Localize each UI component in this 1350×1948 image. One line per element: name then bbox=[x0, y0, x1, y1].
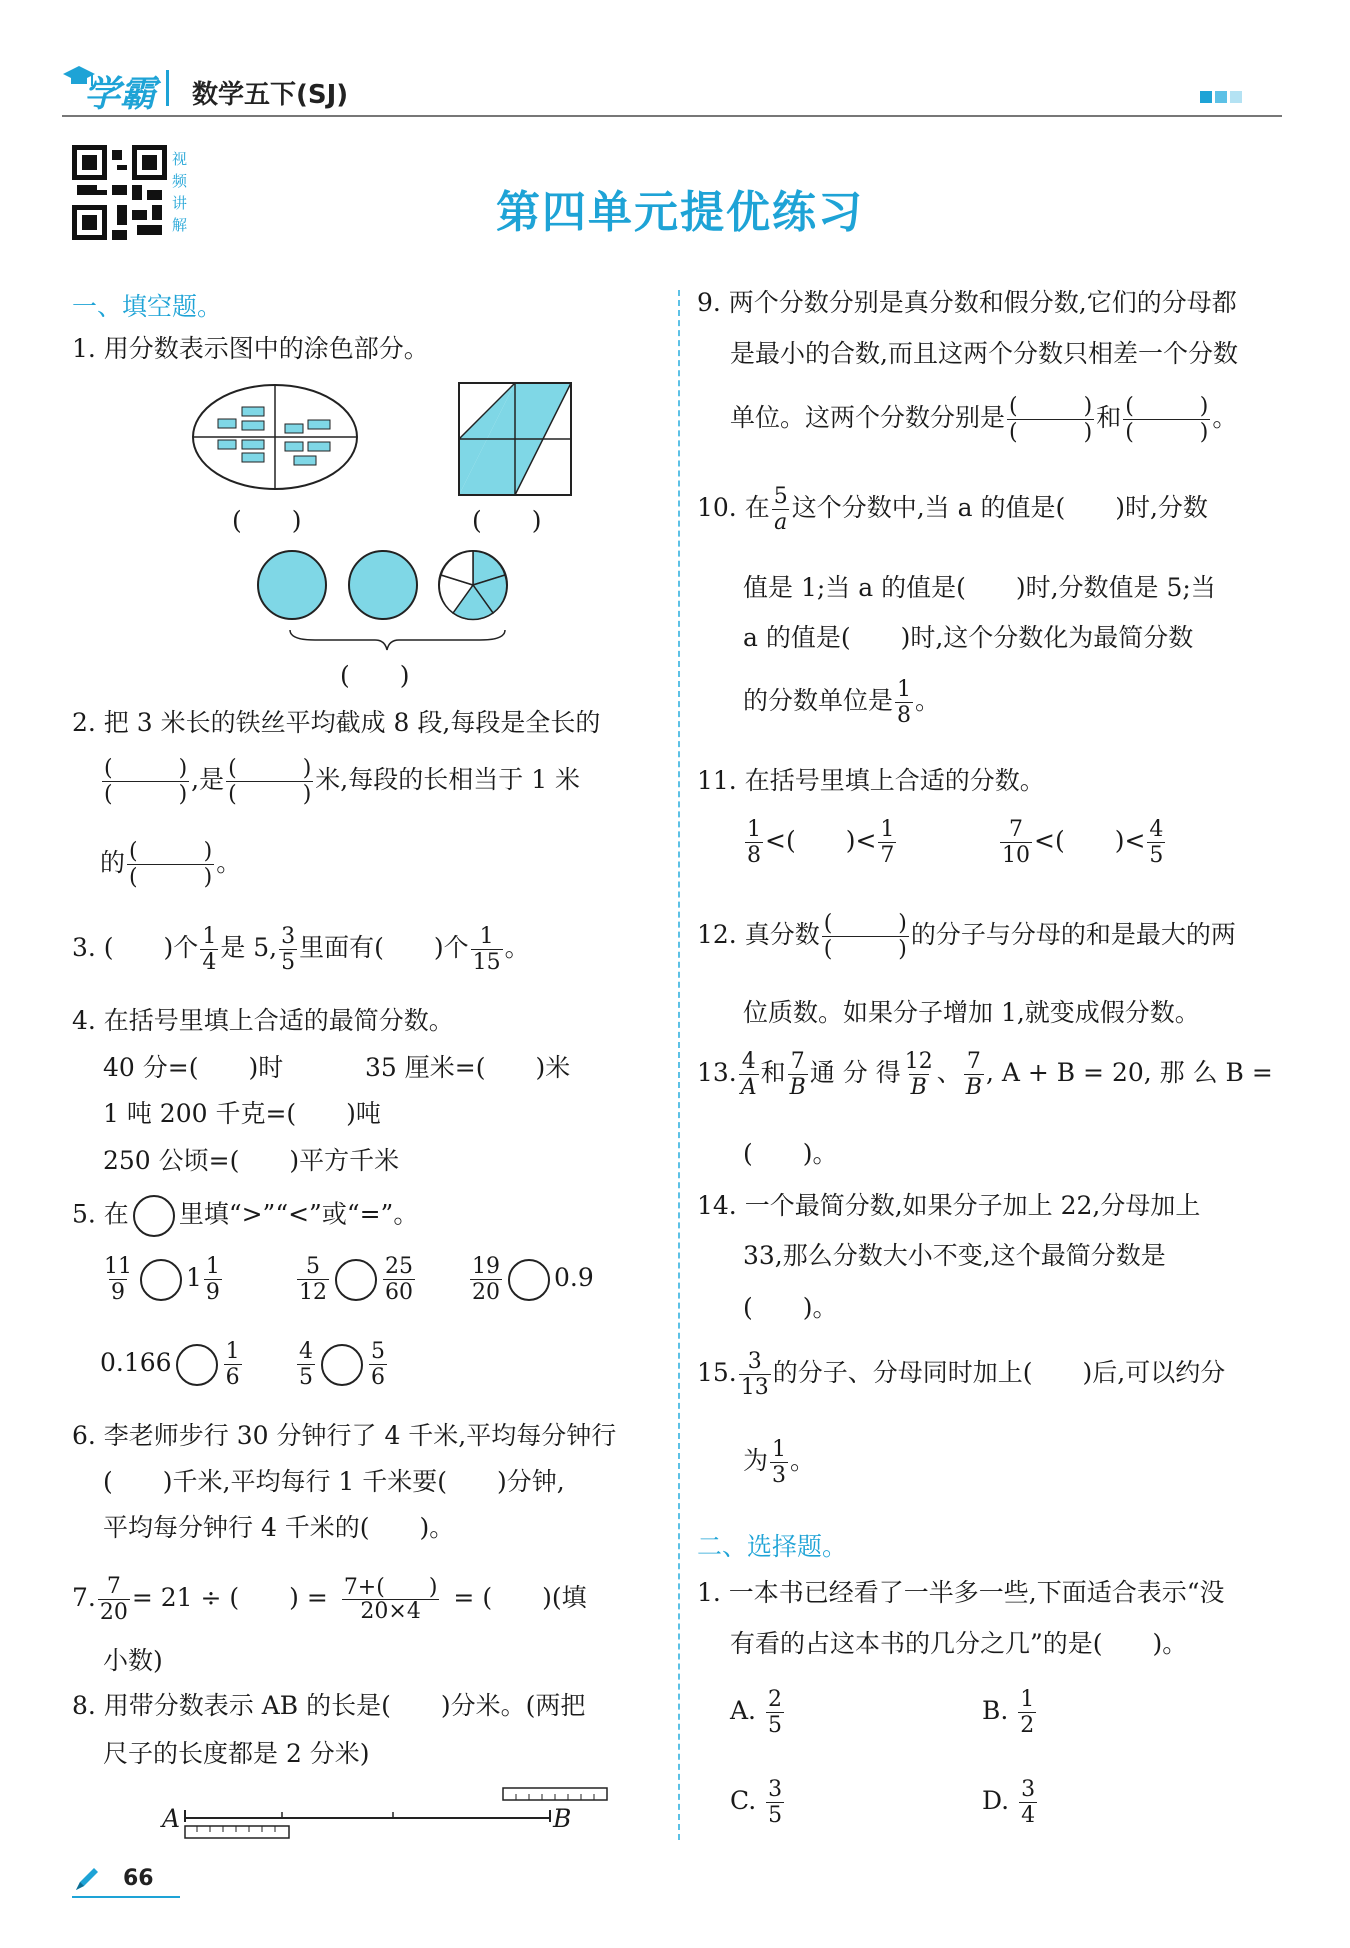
q5-compare-circle-3[interactable] bbox=[508, 1259, 550, 1301]
brand-logo: 学霸 bbox=[84, 74, 157, 115]
q1-oval-figure bbox=[190, 382, 360, 492]
q9-blank-fraction-1[interactable]: ( ) ( ) bbox=[1009, 394, 1093, 446]
q1-text: 1. 用分数表示图中的涂色部分。 bbox=[72, 334, 429, 363]
q5-row2: 0.166 $\frac{1}{6}$ bbox=[100, 1339, 240, 1391]
q13-line2[interactable]: ( )。 bbox=[743, 1139, 838, 1168]
q12-line1: 12. 真分数 ( ) ( ) 的分子与分母的和是最大的两 bbox=[697, 911, 1236, 963]
c1-option-b[interactable]: B. $\frac{1}{2}$ bbox=[982, 1687, 1035, 1739]
q10-line2[interactable]: 值是 1;当 a 的值是( )时,分数值是 5;当 bbox=[743, 573, 1216, 602]
q1-blank-1[interactable]: ( ) bbox=[232, 506, 302, 535]
qr-caption: 视频讲解 bbox=[172, 150, 188, 234]
header bbox=[62, 60, 1282, 120]
c1-option-c[interactable]: C. $\frac{3}{5}$ bbox=[730, 1777, 783, 1829]
c1-line2[interactable]: 有看的占这本书的几分之几”的是( )。 bbox=[730, 1629, 1188, 1658]
book-title: 数学五下(SJ) bbox=[192, 80, 349, 110]
q1-blank-2[interactable]: ( ) bbox=[472, 506, 542, 535]
q4-item-c[interactable]: 1 吨 200 千克=( )吨 bbox=[103, 1099, 381, 1128]
q1-circles-figure bbox=[255, 548, 520, 658]
q9-line1: 9. 两个分数分别是真分数和假分数,它们的分母都 bbox=[697, 288, 1237, 317]
q10-line3[interactable]: a 的值是( )时,这个分数化为最简分数 bbox=[743, 623, 1194, 652]
q2-line2: ( ) ( ) ,是 ( ) ( ) 米,每段的长相当于 1 米 bbox=[104, 756, 581, 808]
q6-line2[interactable]: ( )千米,平均每行 1 千米要( )分钟, bbox=[103, 1467, 565, 1496]
q14-line1: 14. 一个最简分数,如果分子加上 22,分母加上 bbox=[697, 1191, 1201, 1220]
q14-line2: 33,那么分数大小不变,这个最简分数是 bbox=[743, 1241, 1166, 1270]
header-divider-bar bbox=[166, 70, 169, 106]
section-choice-heading: 二、选择题。 bbox=[697, 1532, 848, 1561]
q11-ineq-1[interactable]: $\frac{1}{8}$ <( )< $\frac{1}{7}$ bbox=[747, 817, 895, 869]
q5-row1b: $\frac{5}{12}$ $\frac{25}{60}$ bbox=[299, 1254, 413, 1306]
q9-blank-fraction-2[interactable]: ( ) ( ) bbox=[1125, 394, 1209, 446]
q8-label-a: A bbox=[162, 1804, 181, 1833]
q5-compare-circle-5[interactable] bbox=[321, 1344, 363, 1386]
q6-line1: 6. 李老师步行 30 分钟行了 4 千米,平均每分钟行 bbox=[72, 1421, 617, 1450]
q5-circle-sample bbox=[133, 1195, 175, 1237]
q8-ruler-figure bbox=[160, 1778, 620, 1848]
q2-blank-fraction-1[interactable]: ( ) ( ) bbox=[104, 756, 188, 808]
q5-compare-circle-4[interactable] bbox=[176, 1344, 218, 1386]
q4-item-a[interactable]: 40 分=( )时 bbox=[103, 1053, 284, 1082]
q9-line2: 是最小的合数,而且这两个分数只相差一个分数 bbox=[730, 339, 1238, 368]
section-fill-heading: 一、填空题。 bbox=[72, 292, 223, 321]
q6-line3[interactable]: 平均每分钟行 4 千米的( )。 bbox=[103, 1513, 455, 1542]
q5-row1c: $\frac{19}{20}$ 0.9 bbox=[472, 1254, 594, 1306]
q13-line1: 13. $\frac{4}{A}$ 和 $\frac{7}{B}$ 通 分 得 $\frac{12}{B}$ 、 $\frac{7}{B}$ , A + B = 20, 那 么 B = bbox=[697, 1049, 1273, 1101]
q4-line1: 4. 在括号里填上合适的最简分数。 bbox=[72, 1006, 454, 1035]
q5-compare-circle-1[interactable] bbox=[140, 1259, 182, 1301]
q2-blank-fraction-3[interactable]: ( ) ( ) bbox=[129, 839, 213, 891]
c1-option-a[interactable]: A. $\frac{2}{5}$ bbox=[730, 1687, 782, 1739]
footer-rule bbox=[72, 1896, 180, 1898]
q2-line3: 的 ( ) ( ) 。 bbox=[100, 839, 242, 891]
c1-line1: 1. 一本书已经看了一半多一些,下面适合表示“没 bbox=[697, 1578, 1225, 1607]
q15-line1[interactable]: 15. $\frac{3}{13}$ 的分子、分母同时加上( )后,可以约分 bbox=[697, 1349, 1226, 1401]
q5-line1: 5. 在 里填“>”“<”或“=”。 bbox=[72, 1195, 418, 1237]
q2-blank-fraction-2[interactable]: ( ) ( ) bbox=[228, 756, 312, 808]
q9-line3: 单位。这两个分数分别是 ( ) ( ) 和 ( ) ( ) 。 bbox=[730, 394, 1238, 446]
q7: 7. $\frac{7}{20}$ = 21 ÷ ( ) = $\frac{7+( )}{20\times 4}$ = ( )(填 bbox=[72, 1574, 587, 1626]
q11-ineq-2[interactable]: $\frac{7}{10}$ <( )< $\frac{4}{5}$ bbox=[1002, 817, 1164, 869]
q12-line2: 位质数。如果分子增加 1,就变成假分数。 bbox=[743, 998, 1200, 1027]
pencil-icon bbox=[72, 1864, 102, 1894]
q14-line3[interactable]: ( )。 bbox=[743, 1293, 838, 1322]
q11-line1: 11. 在括号里填上合适的分数。 bbox=[697, 766, 1045, 795]
q5-row2b: $\frac{4}{5}$ $\frac{5}{6}$ bbox=[299, 1339, 385, 1391]
q3: 3. ( )个 $\frac{1}{4}$ 是 5, $\frac{3}{5}$ 里面有( )个 $\frac{1}{15}$ 。 bbox=[72, 924, 530, 976]
header-rule bbox=[62, 115, 1282, 117]
page-number: 66 bbox=[123, 1866, 154, 1891]
q2-line1: 2. 把 3 米长的铁丝平均截成 8 段,每段是全长的 bbox=[72, 708, 601, 737]
column-divider bbox=[678, 290, 680, 1840]
q15-line2: 为 $\frac{1}{3}$ 。 bbox=[743, 1437, 816, 1489]
q4-item-d[interactable]: 250 公顷=( )平方千米 bbox=[103, 1146, 400, 1175]
q7-line2: 小数) bbox=[103, 1646, 163, 1675]
c1-option-d[interactable]: D. $\frac{3}{4}$ bbox=[982, 1777, 1036, 1829]
q10-line4: 的分数单位是 $\frac{1}{8}$ 。 bbox=[743, 677, 941, 729]
qr-code[interactable] bbox=[72, 145, 167, 240]
q8-line2: 尺子的长度都是 2 分米) bbox=[103, 1739, 370, 1768]
q8-line1[interactable]: 8. 用带分数表示 AB 的长是( )分米。(两把 bbox=[72, 1691, 586, 1720]
q8-label-b: B bbox=[553, 1804, 572, 1833]
q10-line1[interactable]: 10. 在 $\frac{5}{a}$ 这个分数中,当 a 的值是( )时,分数 bbox=[697, 484, 1208, 536]
q5-row1: $\frac{11}{9}$ 1 $\frac{1}{9}$ bbox=[104, 1254, 220, 1306]
q1-blank-3[interactable]: ( ) bbox=[340, 661, 410, 690]
q4-item-b[interactable]: 35 厘米=( )米 bbox=[365, 1053, 571, 1082]
q5-compare-circle-2[interactable] bbox=[335, 1259, 377, 1301]
q12-blank-fraction[interactable]: ( ) ( ) bbox=[823, 911, 907, 963]
q1-square-figure bbox=[458, 382, 572, 496]
page-title: 第四单元提优练习 bbox=[496, 187, 864, 238]
header-squares bbox=[1200, 88, 1242, 107]
